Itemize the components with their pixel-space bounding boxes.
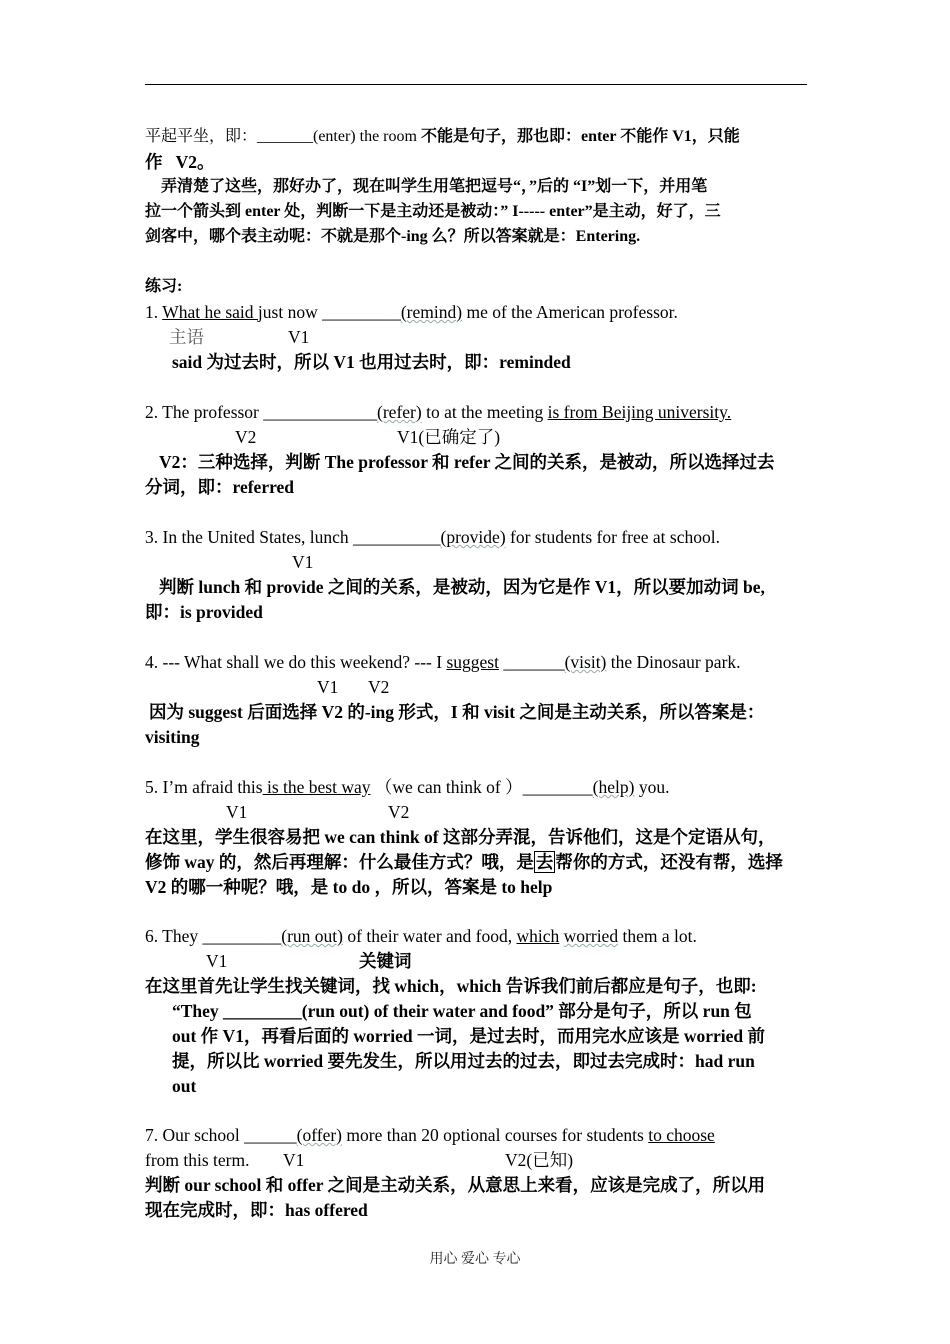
- q7-underlined: to choose: [648, 1125, 715, 1145]
- q6-verb: (run out): [281, 926, 344, 946]
- q2-verb: (refer): [377, 402, 422, 422]
- q7-line-2: from this term.: [145, 1150, 250, 1170]
- q5-answer-2-a: 修饰 way 的，然后再理解：什么最佳方式？哦，是: [145, 852, 534, 872]
- q4-label-v2: V2: [368, 677, 390, 697]
- q5-underlined: is the best way: [262, 777, 371, 797]
- q4-blank: _______: [498, 652, 565, 672]
- q6-answer-5: out: [172, 1076, 197, 1096]
- q4-suggest: suggest: [446, 652, 499, 672]
- question-6: [145, 925, 697, 947]
- q7-answer-2: 现在完成时，即：has offered: [145, 1200, 368, 1220]
- q7-label-v1: V1: [283, 1150, 305, 1170]
- intro-line-1-a: 平起平坐，即：_______(enter) the room: [145, 128, 421, 145]
- q5-answer-1: 在这里，学生很容易把 we can think of 这部分弄混，告诉他们，这是个定语从句，: [145, 827, 776, 847]
- q5-boxed-word: 去: [535, 852, 554, 872]
- page-footer: 用心 爱心 专心: [429, 1252, 521, 1267]
- intro-line-5: 剑客中，哪个表主动呢：不就是那个-ing 么？所以答案就是：Entering.: [145, 228, 641, 245]
- q2-start: 2. The professor _____________: [145, 402, 378, 422]
- intro-line-1-b: 不能是句子，那也即：enter 不能作 V1，只能: [420, 128, 740, 145]
- q2-underlined: is from Beijing university.: [547, 402, 732, 422]
- q1-answer: said 为过去时，所以 V1 也用过去时，即：reminded: [172, 352, 571, 372]
- q2-answer-1: V2：三种选择，判断 The professor 和 refer 之间的关系，是被动，所以选择过去: [159, 452, 775, 472]
- q7-verb: (offer): [296, 1125, 342, 1145]
- q5-end: you.: [634, 777, 670, 797]
- q4-answer-1: 因为 suggest 后面选择 V2 的-ing 形式，I 和 visit 之间是主动关系，所以答案是：: [149, 702, 765, 722]
- intro-line-2: 作 V2。: [145, 152, 215, 172]
- q6-worried: worried: [563, 926, 619, 946]
- question-2: [145, 401, 731, 423]
- q6-end: them a lot.: [618, 926, 697, 946]
- intro-line-1: [145, 126, 740, 148]
- q3-verb: (provide): [440, 527, 506, 547]
- intro-line-4: 拉一个箭头到 enter 处，判断一下是主动还是被动：” I----- enter”是主动，好了，三: [145, 203, 721, 220]
- q1-number: 1.: [145, 302, 163, 322]
- q6-answer-3: out 作 V1，再看后面的 worried 一词，是过去时，而用完水应该是 worried 前: [172, 1026, 766, 1046]
- q6-label-key: 关键词: [359, 951, 412, 971]
- q1-verb: (remind): [400, 302, 463, 322]
- q5-answer-2: [145, 851, 783, 873]
- q6-answer-4: 提，所以比 worried 要先发生，所以用过去的过去，即过去完成时：had run: [172, 1051, 755, 1071]
- q5-label-v1: V1: [226, 802, 248, 822]
- q1-subject: What he said: [162, 302, 258, 322]
- q5-answer-3: V2 的哪一种呢？哦，是 to do ，所以，答案是 to help: [145, 877, 553, 897]
- q1-end: me of the American professor.: [462, 302, 678, 322]
- q4-label-v1: V1: [317, 677, 339, 697]
- question-5: [145, 776, 669, 798]
- header-rule: [145, 84, 807, 85]
- q2-label-v2: V2: [235, 427, 257, 447]
- q3-answer-2: 即：is provided: [145, 602, 263, 622]
- q6-answer-2: “They _________(run out) of their water and food” 部分是句子，所以 run 包: [172, 1001, 752, 1021]
- q7-start: 7. Our school ______: [145, 1125, 297, 1145]
- practice-title: 练习:: [145, 278, 183, 295]
- q5-label-v2: V2: [388, 802, 410, 822]
- question-3: [145, 526, 720, 548]
- question-7: [145, 1124, 715, 1146]
- q6-answer-1: 在这里首先让学生找关键词，找 which，which 告诉我们前后都应是句子，也即:: [145, 976, 757, 996]
- q2-mid: to at the meeting: [421, 402, 548, 422]
- q7-mid: more than 20 optional courses for students: [342, 1125, 649, 1145]
- intro-line-3: 弄清楚了这些，那好办了，现在叫学生用笔把逗号“，”后的 “I”划一下，并用笔: [145, 178, 708, 195]
- q6-which: which: [516, 926, 560, 946]
- q5-verb: (help): [592, 777, 635, 797]
- q6-mid: of their water and food,: [343, 926, 517, 946]
- q1-label-v1: V1: [288, 327, 310, 347]
- q1-blank: just now _________: [257, 302, 401, 322]
- q5-answer-2-b: 帮你的方式，还没有帮，选择: [555, 852, 783, 872]
- q7-label-v2: V2(已知): [505, 1150, 574, 1170]
- q2-label-v1: V1(已确定了): [397, 427, 501, 447]
- q3-end: for students for free at school.: [505, 527, 720, 547]
- q7-answer-1: 判断 our school 和 offer 之间是主动关系，从意思上来看，应该是完成了，所以用: [145, 1175, 766, 1195]
- q4-verb: (visit): [564, 652, 607, 672]
- q4-answer-2: visiting: [145, 727, 200, 747]
- q3-start: 3. In the United States, lunch __________: [145, 527, 441, 547]
- question-4: [145, 651, 741, 673]
- q5-start: 5. I’m afraid this: [145, 777, 263, 797]
- q2-answer-2: 分词，即：referred: [145, 477, 295, 497]
- q3-answer-1: 判断 lunch 和 provide 之间的关系，是被动，因为它是作 V1，所以要加动词 be,: [159, 577, 765, 597]
- q5-mid: （we can think of ）________: [370, 777, 593, 797]
- q6-label-v1: V1: [206, 951, 228, 971]
- q4-end: the Dinosaur park.: [606, 652, 741, 672]
- q1-label-subject: 主语: [169, 327, 204, 347]
- question-1: [145, 301, 678, 323]
- q6-start: 6. They _________: [145, 926, 282, 946]
- q3-label-v1: V1: [292, 552, 314, 572]
- q4-start: 4. --- What shall we do this weekend? --- I: [145, 652, 447, 672]
